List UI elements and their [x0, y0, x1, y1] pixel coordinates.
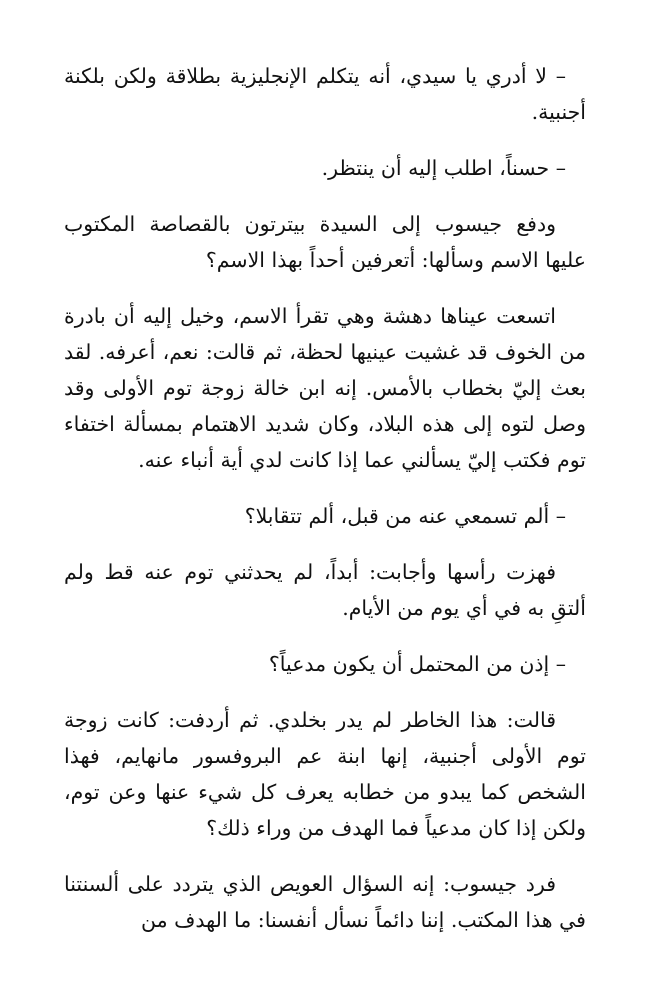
paragraph-5: – ألم تسمعي عنه من قبل، ألم تتقابلا؟ [244, 504, 566, 528]
book-page [64, 58, 586, 958]
paragraph-3: ودفع جيسوب إلى السيدة بيترتون بالقصاصة المكتوب عليها الاسم وسألها: أتعرفين أحداً بهذا الاسم؟ [64, 212, 586, 272]
paragraph-8: قالت: هذا الخاطر لم يدر بخلدي. ثم أردفت: كانت زوجة توم الأولى أجنبية، إنها ابنة عم البروفسور مانهايم، فهذا الشخص كما يبدو من خطابه يعرف كل شيء عنها وعن توم، ولكن إذا كان مدعياً فما الهدف من وراء ذلك؟ [64, 708, 586, 840]
paragraph-2: – حسناً، اطلب إليه أن ينتظر. [321, 156, 566, 180]
paragraph-1: – لا أدري يا سيدي، أنه يتكلم الإنجليزية بطلاقة ولكن بلكنة أجنبية. [64, 64, 586, 124]
paragraph-9: فرد جيسوب: إنه السؤال العويص الذي يتردد على ألسنتنا في هذا المكتب. إننا دائماً نسأل أنفسنا: ما الهدف من [64, 872, 586, 932]
paragraph-6: فهزت رأسها وأجابت: أبداً، لم يحدثني توم عنه قط ولم ألتقِ به في أي يوم من الأيام. [64, 560, 586, 620]
paragraph-4: اتسعت عيناها دهشة وهي تقرأ الاسم، وخيل إليه أن بادرة من الخوف قد غشيت عينيها لحظة، ثم قالت: نعم، أعرفه. لقد بعث إليّ بخطاب بالأمس. إنه ابن خالة زوجة توم الأولى وقد وصل لتوه إلى هذه البلاد، وكان شديد الاهتمام بمسألة اختفاء توم فكتب إليّ يسألني عما إذا كانت لدي أية أنباء عنه. [64, 304, 586, 472]
paragraph-7: – إذن من المحتمل أن يكون مدعياً؟ [268, 652, 566, 676]
